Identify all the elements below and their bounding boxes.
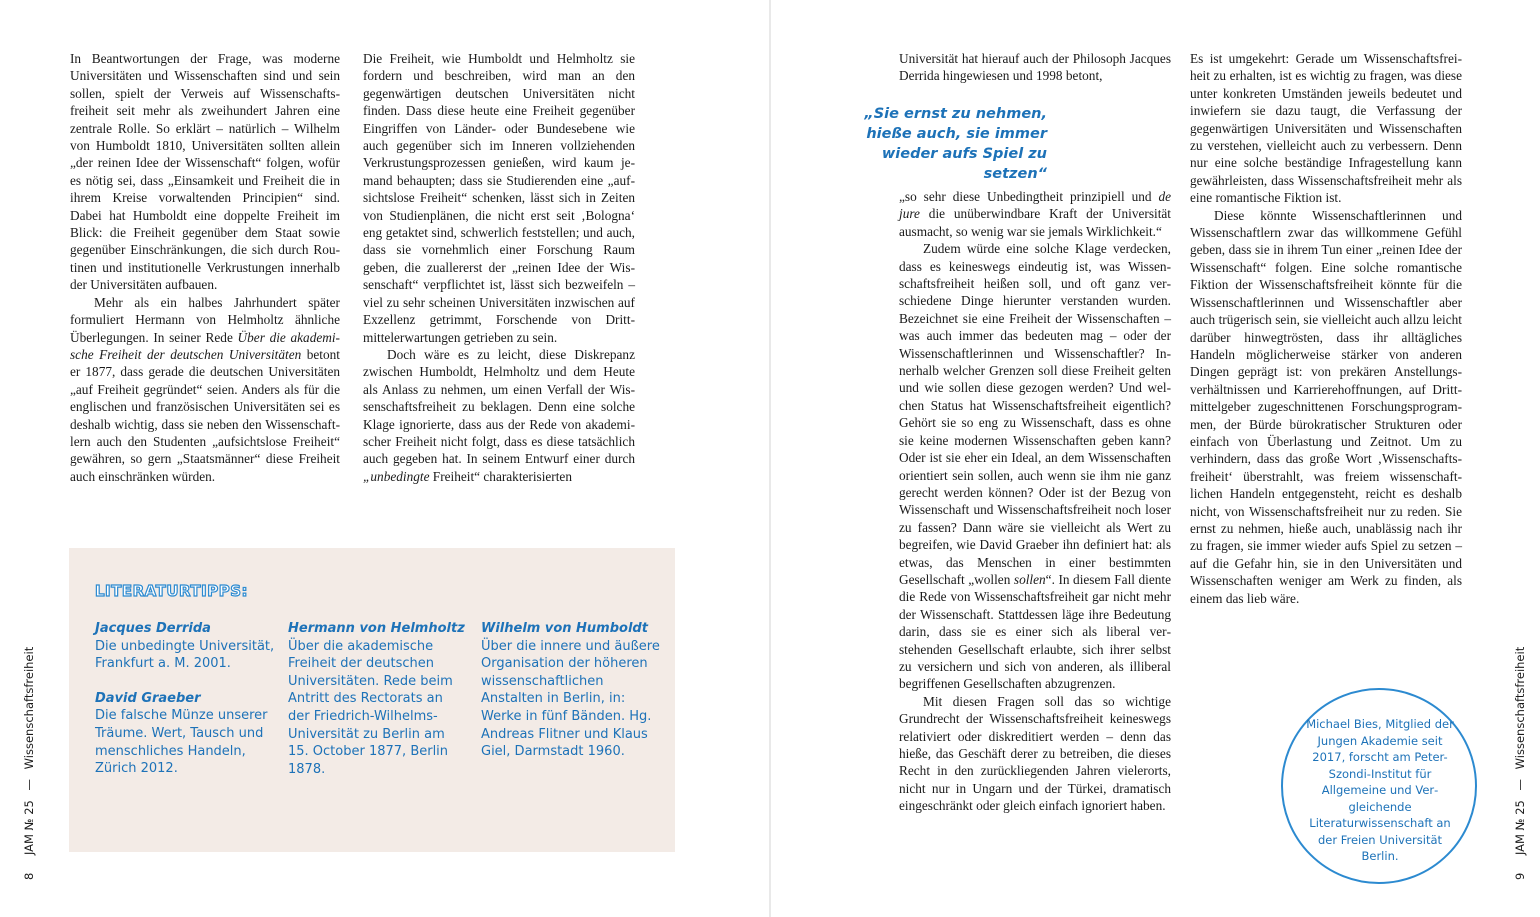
section-title: Wissenschaftsfreiheit: [22, 646, 36, 770]
literature-title-text: Über die innere und äußere Organisation der höheren wissenschaftlichen Anstalten in Berlin, in: Werke in fünf Bänden. Hg. Andreas Flitner und Klaus Giel, Darmstadt 1960.: [481, 638, 660, 760]
paragraph: Mehr als ein halbes Jahrhundert später formuliert Hermann von Helmholtz ähnliche Überlegungen. In seiner Rede Über die akademische Freiheit der deutschen Universitäten betont er 1877, dass gerade die deutschen Universitäten „auf Freiheit gegründet“ seien. Anders als für die englischen und französischen Universitäten sei es deshalb wichtig, dass sie neben den Wissenschaftlern auch den Studenten „aufsichtslose Freiheit“ gewähren, so gern „Staatsmänner“ diese Freiheit auch einschränken würden.: [70, 294, 340, 484]
paragraph: Es ist umgekehrt: Gerade um Wissenschaftsfreiheit zu erhalten, ist es wichtig zu fragen, was diese unter konkreten Umständen jeweils bedeutet und inwiefern sie dazu taugt, die Verfassung der gegenwärtigen Universitäten und Wissenschaften zu verstehen, vielleicht auch zu verbessern. Denn nur eine solche beständige Infragestellung kann gewährleisten, dass Wissenschaftsfreiheit mehr als eine romantische Fiktion ist.: [1190, 51, 1462, 206]
magazine-issue: JAM № 25: [22, 800, 36, 856]
literature-column-2: [288, 620, 468, 795]
literature-author: Hermann von Helmholtz: [288, 621, 465, 636]
literature-box: [69, 548, 675, 852]
literature-title-text: Die unbedingte Universität, Frankfurt a. M. 2001.: [95, 638, 275, 672]
paragraph: Die Freiheit, wie Humboldt und Helmholtz sie fordern und beschreiben, wird man an den gegenwärtigen deutschen Universitäten nicht finden. Dass diese heute eine Freiheit gegenüber Eingriffen von Länder- oder Bundesebene wie auch gegenüber sich im Inneren vollziehenden Verkrustungsprozessen genießen, wird kaum jemand behaupten; dass sie Studierenden eine „aufsichtslose Freiheit“ schenken, lässt sich in Zeiten von Studienplänen, die nicht erst seit ‚Bologna‘ eng getaktet sind, schwerlich feststellen; und auch, dass sie vornehmlich einer Forschung Raum geben, die zuallererst der „reinen Idee der Wissenschaft“ verpflichtet ist, lässt sich bezweifeln – viel zu sehr scheinen Universitäten inzwischen auf Exzellenz getrimmt, Forschende von Drittmittelerwartungen getrieben zu sein.: [363, 51, 635, 345]
right-running-head: [1513, 0, 1533, 917]
paragraph: In Beantwortungen der Frage, was moderne Universitäten und Wissenschaften sind und sein sollen, spielt der Verweis auf Wissenschaftsfreiheit seit mehr als zweihundert Jahren eine zentrale Rolle. So erklärt – natürlich – Wilhelm von Humboldt 1810, Universitäten sollten allein „der reinen Idee der Wissenschaft“ folgen, wofür es nötig sei, dass „Einsamkeit und Freiheit die in ihrem Kreise vorwaltenden Principien“ sind. Dabei hat Humboldt eine doppelte Freiheit im Blick: die Freiheit gegenüber dem Staat sowie gegenüber Einschränkungen, die sich durch Routinen und institutionelle Verkrustungen innerhalb der Universitäten aufbauen.: [70, 51, 340, 293]
right-page: [771, 0, 1540, 917]
literature-title: LITERATURTIPPS:: [95, 582, 249, 600]
running-head-text: [22, 647, 36, 880]
left-running-head: [22, 0, 42, 917]
pull-quote: „Sie ernst zu nehmen, hieße auch, sie immer wieder aufs Spiel zu setzen“: [864, 106, 1047, 182]
paragraph: Zudem würde eine solche Klage verdecken, dass es keineswegs eindeutig ist, was Wissenschaftsfreiheit heißen soll, und oft ganz verschiedene Dinge hierunter verstanden wurden. Bezeichnet sie eine Freiheit der Wissenschaften – was auch immer das bedeuten mag – oder der Wissenschaftlerinnen und Wissenschaftler? Innerhalb welcher Grenzen soll diese Freiheit gelten und wie sollen diese gezogen werden? Und welchen Status hat Wissenschaftsfreiheit eigentlich? Gehört sie so eng zu Wissenschaft, dass es ohne sie keine modernen Wissenschaften geben kann? Oder ist sie eher ein Ideal, an dem Wissenschaften orientiert sein sollen, auch wenn sie ihm nie ganz gerecht werden können? Oder ist der Bezug von Wissenschaft und Wissenschaftsfreiheit noch loser zu fassen? Dann wäre sie vielleicht als Wert zu begreifen, wie David Graeber ihn definiert hat: als etwas, das Menschen in einer bestimmten Gesellschaft „wollen sollen“. In diesem Fall diente die Rede von Wissenschaftsfreiheit gar nicht mehr der Wissenschaft. Stattdessen läge ihre Bedeutung darin, dass sie es einer sich als liberal verstehenden Gesellschaft erlaubte, sich ihrer selbst zu versichern und sich von anderen, als illiberal begriffenen Gesellschaften abzugrenzen.: [899, 241, 1171, 692]
right-column-1: [899, 50, 1171, 85]
dash-separator: —: [22, 778, 36, 791]
literature-title-text: Über die akademische Freiheit der deutschen Universitäten. Rede beim Antritt des Rectorats an der Friedrich-Wilhelms-Universität zu Berlin am 15. October 1877, Berlin 1878.: [288, 638, 453, 777]
right-column-1-body: [899, 188, 1171, 815]
literature-column-3: [481, 620, 661, 778]
right-column-2: [1190, 50, 1462, 607]
literature-author: Wilhelm von Humboldt: [481, 621, 648, 636]
left-column-2: [363, 50, 635, 485]
page-number: 9: [1513, 872, 1527, 880]
magazine-issue: JAM № 25: [1513, 800, 1527, 856]
literature-column-1: [95, 620, 275, 795]
left-column-1: [70, 50, 340, 485]
author-bio: Michael Bies, Mitglied der Jungen Akademie seit 2017, forscht am Peter-Szondi-Institut für Allgemeine und Vergleichende Literaturwissenschaft an der Freien Universität Berlin.: [1306, 717, 1454, 863]
literature-author: Jacques Derrida: [95, 621, 211, 636]
page-number: 8: [22, 872, 36, 880]
paragraph: „so sehr diese Unbedingtheit prinzipiell und de jure die unüberwindbare Kraft der Universität ausmacht, so wenig war sie jemals Wirklichkeit.“: [899, 189, 1171, 239]
author-bio-circle: [1281, 688, 1477, 884]
literature-author: David Graeber: [95, 690, 201, 706]
paragraph: Universität hat hierauf auch der Philosoph Jacques Derrida hingewiesen und 1998 betont,: [899, 51, 1171, 84]
paragraph: Doch wäre es zu leicht, diese Diskrepanz zwischen Humboldt, Helmholtz und dem Heute als Anlass zu nehmen, um einen Verfall der Wissenschaftsfreiheit zu beklagen. Denn eine solche Klage ignorierte, dass aus der Rede von akademischer Freiheit nicht folgt, dass es diese tatsächlich auch gegeben hat. In seinem Entwurf einer durch „unbedingte Freiheit“ charakterisierten: [363, 346, 635, 484]
running-head-text: [1513, 647, 1527, 880]
paragraph: Mit diesen Fragen soll das so wichtige Grundrecht der Wissenschaftsfreiheit keineswegs relativiert oder diskreditiert werden – denn das hieße, das Geschäft derer zu betreiben, die dieses Recht in den zurückliegenden Jahren vielerorts, nicht nur in Ungarn und der Türkei, dramatisch eingeschränkt oder gleich einfach ignoriert haben.: [899, 693, 1171, 814]
dash-separator: —: [1513, 778, 1527, 791]
section-title: Wissenschaftsfreiheit: [1513, 646, 1527, 770]
literature-title-text: Die falsche Münze unserer Träume. Wert, Tausch und menschliches Handeln, Zürich 2012.: [95, 708, 268, 777]
left-page: [0, 0, 769, 917]
paragraph: Diese könnte Wissenschaftlerinnen und Wissenschaftlern zwar das willkommene Gefühl geben, dass sie in ihrem Tun einer „reinen Idee der Wissenschaft“ folgen. Eine solche romantische Fiktion der Wissenschaftsfreiheit könnte für die Wissenschaftlerinnen und Wissenschaftler aber auch trügerisch sein, sie vielleicht auch allzu leicht darüber hinwegtrösten, dass ihr alltägliches Handeln möglicherweise stärker von anderen Dingen geprägt ist: von prekären Anstellungsverhältnissen und Karrierehoffnungen, auf Drittmittelgeber zugeschnittenen Forschungsprogrammen, der Bürde bürokratischer Strukturen oder einfach von Überlastung und Zeitnot. Um zu verhindern, dass das große Wort ‚Wissenschaftsfreiheit‘ überstrahlt, was freiem wissenschaftlichen Handeln entgegensteht, reicht es deshalb nicht, von Wissenschaftsfreiheit nur zu reden. Sie ernst zu nehmen, hieße auch, unablässig nach ihr zu fragen, sie immer wieder aufs Spiel zu setzen – auf die Gefahr hin, sie in den Universitäten und Wissenschaften weniger am Werk zu finden, als einem das lieb wäre.: [1190, 207, 1462, 606]
